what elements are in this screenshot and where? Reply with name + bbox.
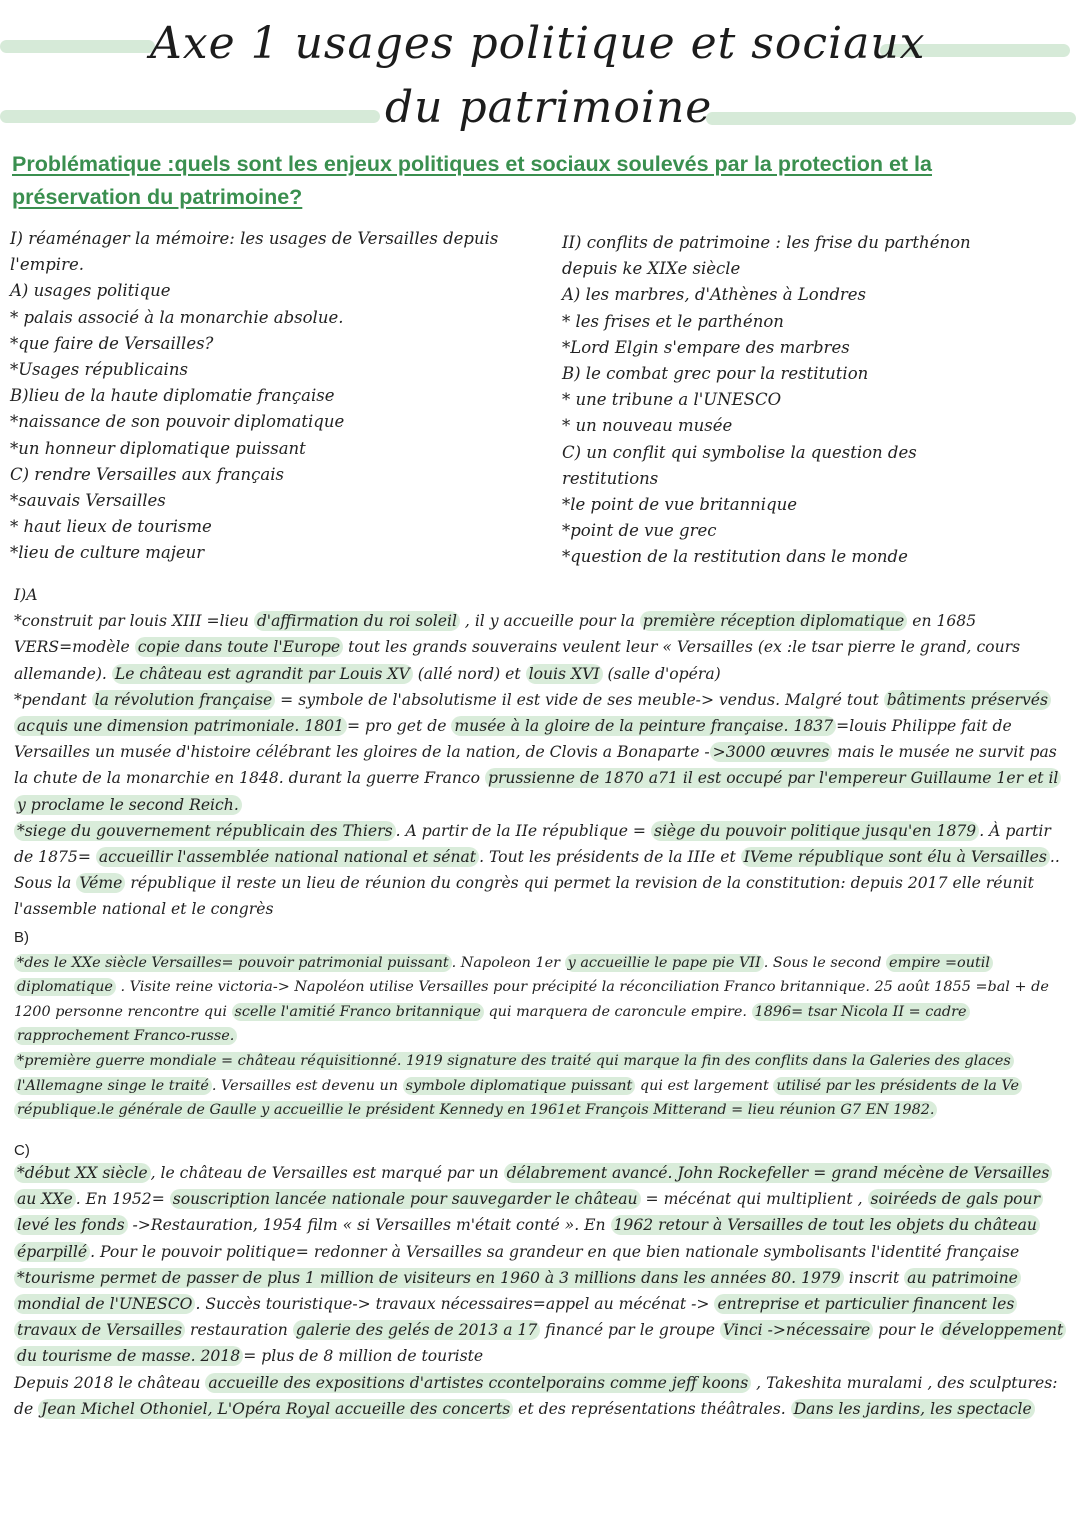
highlighted-text: copie dans toute l'Europe [135,637,343,657]
text-span: .. Sous la [14,848,1060,893]
section-b [14,926,1066,1123]
highlighted-text: accueillir l'assemblée national national et sénat [96,847,479,867]
text-span: . Versailles est devenu un [211,1077,403,1094]
section-c-paragraph-3 [14,1370,1066,1422]
text-span: . À partir de 1875= [14,821,1051,867]
highlighted-text: bâtiments préservés acquis une dimension patrimoniale. 1801 [14,690,1051,736]
highlighted-text: au patrimoine mondial de l'UNESCO [14,1268,1021,1314]
plan-line: *sauvais Versailles [10,491,166,511]
text-span: , il y accueille pour la [459,612,640,631]
highlighted-text: *première guerre mondiale = château réquisitionné. 1919 signature des traité qui marque la fin des conflits dans la Galeries des glaces l'Allemagne singe le traité [14,1052,1014,1095]
text-span: qui est largement [635,1077,774,1094]
plan-line: A) les marbres, d'Athènes à Londres [562,285,867,305]
plan-line: l'empire. [10,255,84,275]
highlighted-text: Le château est agrandit par Louis XV [112,664,413,684]
highlighted-text: siège du pouvoir politique jusqu'en 1879 [651,821,979,841]
text-span: (salle d'opéra) [602,664,721,683]
highlighted-text: empire =outil diplomatique [14,954,993,997]
section-c-paragraph-2 [14,1265,1066,1370]
plan-line: *lieu de culture majeur [10,543,205,563]
text-span: = pro get de [346,717,452,736]
text-span: = plus de 8 million de touriste [243,1347,484,1366]
plan-line: II) conflits de patrimoine : les frise du parthénon [562,233,971,252]
text-span: *pendant [14,690,92,709]
plan-line: *point de vue grec [562,521,717,541]
text-span: , le château de Versailles est marqué par un [150,1164,504,1182]
highlighted-text: y accueillie le pape pie VII [565,954,764,972]
highlighted-text: Véme [76,873,125,893]
highlighted-text: galerie des gelés de 2013 a 17 [293,1320,541,1340]
text-span: qui marquera de caroncule empire. [483,1003,752,1020]
section-b-paragraph-1 [14,951,1066,1049]
section-a-label: I)A [14,586,38,604]
section-c [14,1142,1066,1422]
plan-line: * haut lieux de tourisme [10,517,212,537]
highlighted-text: accueille des expositions d'artistes ccontelporains comme jeff koons [205,1373,751,1393]
text-span: = mécénat qui multiplient , [640,1190,868,1209]
text-span: (allé nord) et [412,664,526,683]
page-title-line-1: Axe 1 usages politique et sociaux [150,18,926,69]
text-span: . Visite reine victoria-> Napoléon utilise Versailles pour précipité la réconciliation Franco britannique. 25 août 1855 =bal + de 1200 personne rencontre qui [14,979,1049,1020]
plan-line: *un honneur diplomatique puissant [10,438,306,458]
highlighted-text: première réception diplomatique [640,611,908,631]
highlighted-text: *début XX siècle [14,1163,151,1183]
section-b-label: B) [14,929,29,946]
plan-line: * une tribune a l'UNESCO [562,390,782,410]
text-span: en 1685 VERS=modèle [14,612,977,657]
text-span: Depuis 2018 le château [14,1373,206,1392]
highlighted-text: *siege du gouvernement républicain des Thiers [14,821,396,841]
highlighted-text: 1962 retour à Versailles de tout les objets du château éparpillé [14,1215,1040,1261]
text-span: . Succès touristique-> travaux nécessaires=appel au mécénat -> [195,1295,715,1314]
highlighted-text: musée à la gloire de la peinture française. 1837 [451,716,836,736]
plan-line: restitutions [562,468,659,488]
page-title-line-2: du patrimoine [385,82,713,133]
text-span: financé par le groupe [540,1321,720,1340]
highlighted-text: louis XVI [526,664,603,684]
plan-line: B) le combat grec pour la restitution [562,364,869,384]
highlighted-text: *tourisme permet de passer de plus 1 million de visiteurs en 1960 à 3 millions dans les années 80. 1979 [14,1268,844,1288]
section-a-paragraph-3 [14,818,1066,923]
plan-line: *naissance de son pouvoir diplomatique [10,412,345,432]
text-span: . En 1952= [75,1190,170,1209]
plan-line: * palais associé à la monarchie absolue. [10,307,344,327]
text-span: tout les grands souverains veulent leur « Versailles (ex :le tsar pierre le grand, cours allemande). [14,638,1021,683]
text-span: . Napoleon 1er [451,954,565,971]
highlighted-text: Jean Michel Othoniel, L'Opéra Royal accueille des concerts [38,1399,513,1419]
plan-line: *Usages républicains [10,360,188,380]
plan-line: I) réaménager la mémoire: les usages de Versailles depuis [10,229,499,248]
text-span: ->Restauration, 1954 film « si Versailles m'était conté ». En [127,1216,611,1235]
plan-line: C) un conflit qui symbolise la question des [562,442,917,462]
text-span: inscrit [843,1268,905,1287]
highlighted-text: Dans les jardins, les spectacle [791,1399,1035,1419]
text-span: . Sous le second [763,954,887,971]
plan-line: B)lieu de la haute diplomatie française [10,386,335,406]
plan-line: *Lord Elgin s'empare des marbres [562,337,850,357]
plan-line: *question de la restitution dans le monde [562,547,908,567]
text-span: =louis Philippe fait de Versailles un musée d'histoire célébrant les gloires de la nation, de Clovis a Bonaparte - [14,717,1012,762]
plan-line: A) usages politique [10,281,171,301]
highlighted-text: 1896= tsar Nicola II = cadre rapprochement Franco-russe. [14,1003,970,1046]
highlighted-text: prussienne de 1870 a71 il est occupé par l'empereur Guillaume 1er et il y proclame le second Reich. [14,768,1061,814]
plan-line: *le point de vue britannique [562,495,798,515]
highlighted-text: d'affirmation du roi soleil [254,611,460,631]
title-highlight-bottom [0,110,380,123]
highlighted-text: utilisé par les présidents de la Ve république.le générale de Gaulle y accueillie le président Kennedy en 1961et François Mitterand = lieu réunion G7 EN 1982. [14,1077,1022,1120]
section-c-paragraph-1 [14,1160,1066,1265]
text-span: . Tout les présidents de la IIIe et [479,848,741,867]
highlighted-text: symbole diplomatique puissant [403,1077,636,1095]
plan-part-2 [562,230,1072,571]
highlighted-text: IVeme république sont élu à Versailles [741,847,1050,867]
highlighted-text: >3000 œuvres [710,742,833,762]
highlighted-text: souscription lancée nationale pour sauvegarder le château [170,1189,641,1209]
plan-line: *que faire de Versailles? [10,333,214,353]
plan-line: * les frises et le parthénon [562,311,784,331]
highlighted-text: entreprise et particulier financent les travaux de Versailles [14,1294,1017,1340]
text-span: , Takeshita muralami , des sculptures: de [14,1373,1058,1418]
plan-line: depuis ke XIXe siècle [562,259,741,279]
text-span: restauration [185,1321,293,1340]
highlighted-text: *des le XXe siècle Versailles= pouvoir patrimonial puissant [14,954,452,972]
highlighted-text: soiréeds de gals pour levé les fonds [14,1189,1043,1235]
highlighted-text: la révolution française [92,690,276,710]
section-c-label: C) [14,1142,30,1159]
section-a-paragraph-2 [14,687,1066,818]
text-span: mais le musée ne survit pas la chute de la monarchie en 1848. durant la guerre Franco [14,743,1057,788]
plan-part-1 [10,226,555,567]
highlighted-text: développement du tourisme de masse. 2018 [14,1320,1066,1366]
highlighted-text: délabrement avancé. John Rockefeller = grand mécène de Versailles au XXe [14,1163,1052,1209]
text-span: . Pour le pouvoir politique= redonner à Versailles sa grandeur en que bien nationale symbolisants l'identité française [90,1242,1020,1261]
highlighted-text: scelle l'amitié Franco britannique [232,1003,484,1021]
title-highlight-top [0,40,155,53]
section-a [14,582,1066,923]
text-span: pour le [873,1321,940,1340]
text-span: république il reste un lieu de réunion du congrès qui permet la revision de la constitution: depuis 2017 elle réunit l'assemble national et le congrès [14,874,1034,919]
section-a-paragraph-1 [14,608,1066,687]
plan-line: * un nouveau musée [562,416,733,436]
title-highlight-bottom-right [706,112,1076,125]
plan-line: C) rendre Versailles aux français [10,464,285,484]
section-b-paragraph-2 [14,1049,1066,1123]
text-span: *construit par louis XIII =lieu [14,612,254,631]
text-span: et des représentations théâtrales. [513,1399,791,1418]
text-span: . A partir de la IIe république = [395,821,651,840]
problematique: Problématique :quels sont les enjeux politiques et sociaux soulevés par la protection et la préservation du patrimoine? [12,152,932,209]
highlighted-text: Vinci ->nécessaire [720,1320,873,1340]
text-span: = symbole de l'absolutisme il est vide de ses meuble-> vendus. Malgré tout [275,690,884,709]
